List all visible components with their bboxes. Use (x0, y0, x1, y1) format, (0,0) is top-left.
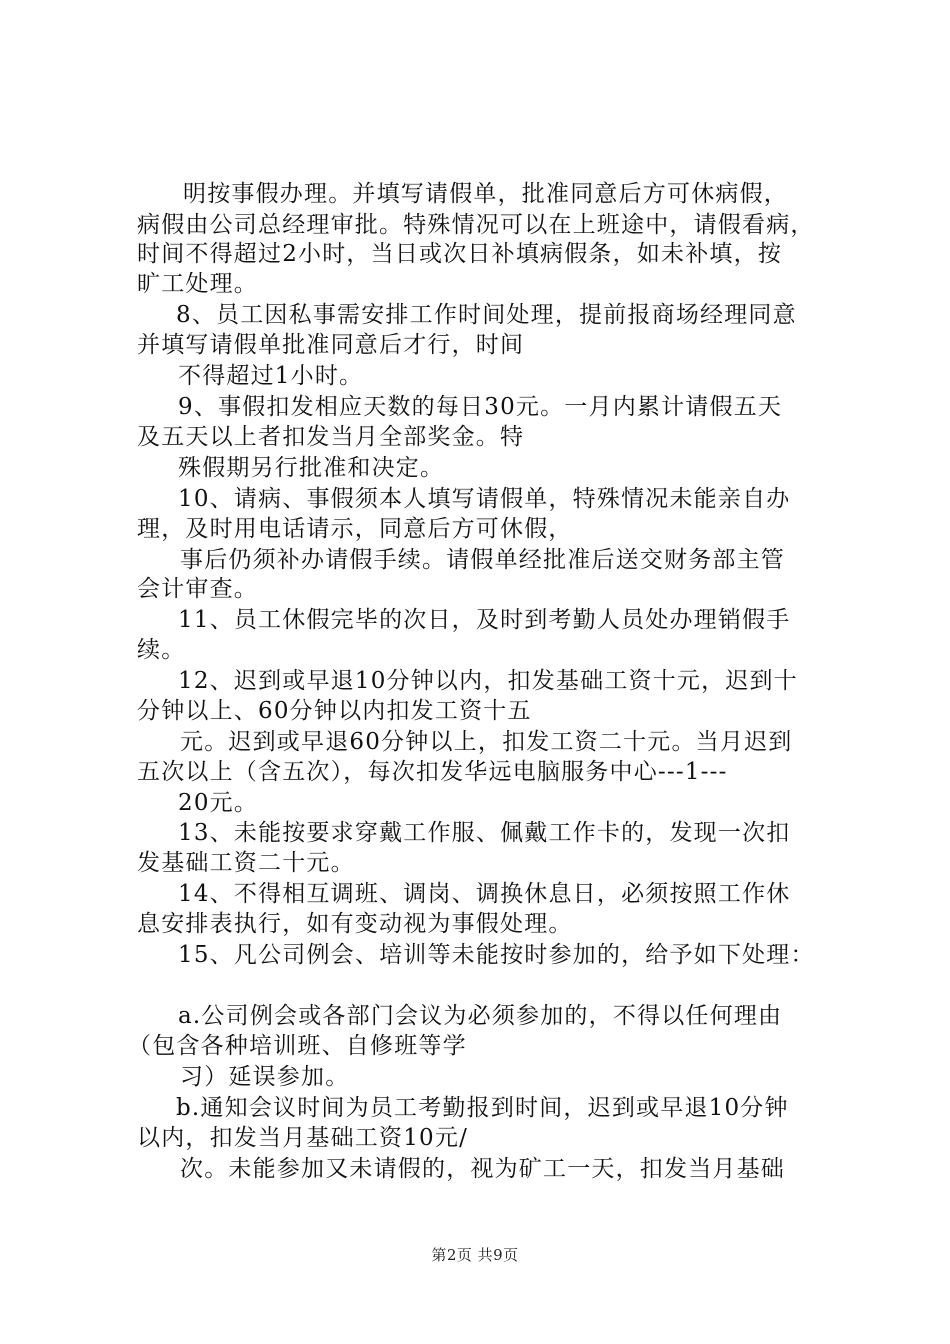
text-line: 并填写请假单批准同意后才行，时间 (137, 332, 525, 358)
text-line: 11、员工休假完毕的次日，及时到考勤人员处办理销假手 (178, 607, 791, 633)
text-line: 会计审查。 (137, 576, 258, 602)
text-line: 14、不得相互调班、调岗、调换休息日，必须按照工作休 (178, 881, 791, 907)
text-line: 事后仍须补办请假手续。请假单经批准后送交财务部主管 (180, 547, 785, 573)
text-line: 时间不得超过2小时，当日或次日补填病假条，如未补填，按 (137, 241, 783, 267)
text-line: 次。未能参加又未请假的，视为矿工一天，扣发当月基础 (180, 1156, 785, 1182)
text-line: 12、迟到或早退10分钟以内，扣发基础工资十元，迟到十 (178, 668, 798, 694)
text-line: a.公司例会或各部门会议为必须参加的，不得以任何理由 (178, 1003, 783, 1029)
text-line: 元。迟到或早退60分钟以上，扣发工资二十元。当月迟到 (180, 729, 793, 755)
text-line: 8、员工因私事需安排工作时间处理，提前报商场经理同意 (176, 302, 797, 328)
text-line: 殊假期另行批准和决定。 (178, 455, 445, 481)
text-line: 旷工处理。 (137, 271, 258, 297)
text-line: 分钟以上、60分钟以内扣发工资十五 (137, 698, 532, 724)
text-line: 15、凡公司例会、培训等未能按时参加的，给予如下处理： (178, 942, 815, 968)
text-line: 理，及时用电话请示，同意后方可休假， (137, 516, 573, 542)
text-line: 病假由公司总经理审批。特殊情况可以在上班途中，请假看病， (137, 212, 815, 238)
text-line: 发基础工资二十元。 (137, 850, 355, 876)
page-footer: 第2页 共9页 (431, 1246, 519, 1264)
text-line: （包含各种培训班、自修班等学 (128, 1033, 467, 1059)
text-line: 9、事假扣发相应天数的每日30元。一月内累计请假五天 (178, 394, 783, 420)
text-line: 不得超过1小时。 (178, 363, 364, 389)
text-line: 习）延误参加。 (180, 1064, 350, 1090)
text-line: 息安排表执行，如有变动视为事假处理。 (137, 911, 573, 937)
text-line: 以内，扣发当月基础工资10元/ (137, 1125, 469, 1151)
text-line: 13、未能按要求穿戴工作服、佩戴工作卡的，发现一次扣 (178, 820, 791, 846)
text-line: 明按事假办理。并填写请假单，批准同意后方可休病假， (183, 181, 788, 207)
text-line: 续。 (137, 637, 186, 663)
text-line: 10、请病、事假须本人填写请假单，特殊情况未能亲自办 (178, 486, 791, 512)
text-line: b.通知会议时间为员工考勤报到时间，迟到或早退10分钟 (176, 1095, 789, 1121)
text-line: 及五天以上者扣发当月全部奖金。特 (137, 424, 525, 450)
text-line: 20元。 (178, 790, 259, 816)
text-line: 五次以上（含五次），每次扣发华远电脑服务中心---1--- (137, 759, 728, 785)
